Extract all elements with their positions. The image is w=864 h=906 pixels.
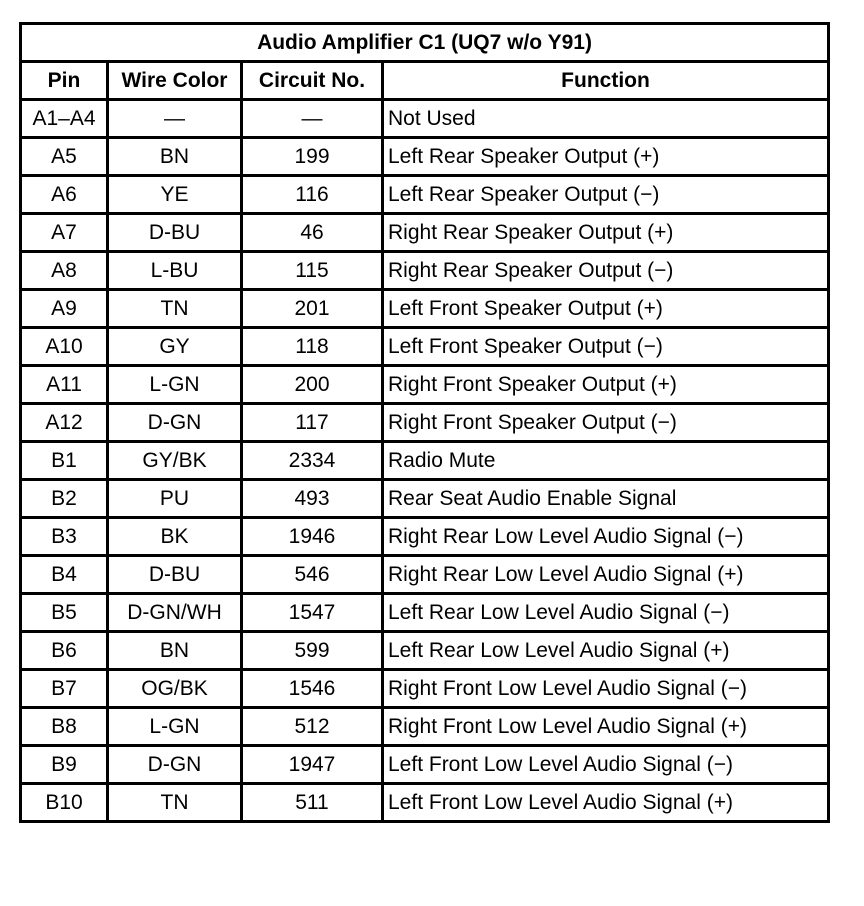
- function-cell: Right Rear Speaker Output (−): [383, 252, 829, 290]
- pin-cell: A8: [21, 252, 108, 290]
- wire-color-cell: D-BU: [108, 214, 242, 252]
- function-cell: Right Front Low Level Audio Signal (+): [383, 708, 829, 746]
- function-cell: Left Rear Low Level Audio Signal (+): [383, 632, 829, 670]
- wire-color-cell: GY: [108, 328, 242, 366]
- connector-table-container: [19, 22, 827, 823]
- pin-cell: A11: [21, 366, 108, 404]
- circuit-no-cell: 1546: [242, 670, 383, 708]
- table-row: [21, 366, 829, 404]
- wire-color-cell: OG/BK: [108, 670, 242, 708]
- circuit-no-cell: 1947: [242, 746, 383, 784]
- circuit-no-cell: 116: [242, 176, 383, 214]
- function-cell: Rear Seat Audio Enable Signal: [383, 480, 829, 518]
- pin-cell: B4: [21, 556, 108, 594]
- wire-color-cell: BK: [108, 518, 242, 556]
- table-row: [21, 214, 829, 252]
- function-cell: Radio Mute: [383, 442, 829, 480]
- function-cell: Right Rear Low Level Audio Signal (−): [383, 518, 829, 556]
- wire-color-cell: D-BU: [108, 556, 242, 594]
- table-header-row: [21, 62, 829, 100]
- function-cell: Left Front Speaker Output (−): [383, 328, 829, 366]
- table-row: [21, 746, 829, 784]
- table-row: [21, 404, 829, 442]
- circuit-no-cell: 493: [242, 480, 383, 518]
- table-row: [21, 556, 829, 594]
- wire-color-cell: L-GN: [108, 708, 242, 746]
- pin-cell: A6: [21, 176, 108, 214]
- circuit-no-cell: 46: [242, 214, 383, 252]
- wire-color-cell: GY/BK: [108, 442, 242, 480]
- wire-color-cell: TN: [108, 784, 242, 822]
- table-row: [21, 252, 829, 290]
- wire-color-cell: D-GN: [108, 404, 242, 442]
- function-cell: Right Front Speaker Output (+): [383, 366, 829, 404]
- function-cell: Left Rear Speaker Output (−): [383, 176, 829, 214]
- table-title: Audio Amplifier C1 (UQ7 w/o Y91): [21, 24, 829, 62]
- function-cell: Right Rear Low Level Audio Signal (+): [383, 556, 829, 594]
- header-pin: Pin: [21, 62, 108, 100]
- table-row: [21, 480, 829, 518]
- wire-color-cell: D-GN: [108, 746, 242, 784]
- circuit-no-cell: 199: [242, 138, 383, 176]
- connector-pinout-table: [19, 22, 830, 823]
- header-wire-color: Wire Color: [108, 62, 242, 100]
- function-cell: Right Rear Speaker Output (+): [383, 214, 829, 252]
- wire-color-cell: BN: [108, 632, 242, 670]
- wire-color-cell: D-GN/WH: [108, 594, 242, 632]
- pin-cell: B2: [21, 480, 108, 518]
- function-cell: Right Front Low Level Audio Signal (−): [383, 670, 829, 708]
- function-cell: Left Front Speaker Output (+): [383, 290, 829, 328]
- pin-cell: B8: [21, 708, 108, 746]
- table-row: [21, 138, 829, 176]
- circuit-no-cell: 1946: [242, 518, 383, 556]
- pin-cell: B6: [21, 632, 108, 670]
- pin-cell: B3: [21, 518, 108, 556]
- circuit-no-cell: 599: [242, 632, 383, 670]
- wire-color-cell: L-GN: [108, 366, 242, 404]
- pin-cell: B1: [21, 442, 108, 480]
- header-function: Function: [383, 62, 829, 100]
- pin-cell: B9: [21, 746, 108, 784]
- wire-color-cell: TN: [108, 290, 242, 328]
- table-row: [21, 784, 829, 822]
- table-row: [21, 518, 829, 556]
- circuit-no-cell: 2334: [242, 442, 383, 480]
- table-row: [21, 594, 829, 632]
- header-circuit-no: Circuit No.: [242, 62, 383, 100]
- pin-cell: B5: [21, 594, 108, 632]
- circuit-no-cell: 115: [242, 252, 383, 290]
- pin-cell: B7: [21, 670, 108, 708]
- pin-cell: A7: [21, 214, 108, 252]
- table-row: [21, 290, 829, 328]
- pin-cell: A10: [21, 328, 108, 366]
- wire-color-cell: L-BU: [108, 252, 242, 290]
- function-cell: Left Front Low Level Audio Signal (+): [383, 784, 829, 822]
- circuit-no-cell: 1547: [242, 594, 383, 632]
- table-row: [21, 442, 829, 480]
- function-cell: Right Front Speaker Output (−): [383, 404, 829, 442]
- circuit-no-cell: —: [242, 100, 383, 138]
- table-row: [21, 670, 829, 708]
- table-row: [21, 632, 829, 670]
- wire-color-cell: PU: [108, 480, 242, 518]
- wire-color-cell: YE: [108, 176, 242, 214]
- table-title-row: [21, 24, 829, 62]
- pin-cell: A5: [21, 138, 108, 176]
- table-body: [21, 100, 829, 822]
- function-cell: Not Used: [383, 100, 829, 138]
- table-row: [21, 100, 829, 138]
- pin-cell: A12: [21, 404, 108, 442]
- function-cell: Left Front Low Level Audio Signal (−): [383, 746, 829, 784]
- table-row: [21, 328, 829, 366]
- wire-color-cell: —: [108, 100, 242, 138]
- pin-cell: B10: [21, 784, 108, 822]
- circuit-no-cell: 200: [242, 366, 383, 404]
- function-cell: Left Rear Speaker Output (+): [383, 138, 829, 176]
- pin-cell: A9: [21, 290, 108, 328]
- circuit-no-cell: 511: [242, 784, 383, 822]
- function-cell: Left Rear Low Level Audio Signal (−): [383, 594, 829, 632]
- circuit-no-cell: 546: [242, 556, 383, 594]
- table-row: [21, 708, 829, 746]
- wire-color-cell: BN: [108, 138, 242, 176]
- circuit-no-cell: 512: [242, 708, 383, 746]
- table-row: [21, 176, 829, 214]
- circuit-no-cell: 117: [242, 404, 383, 442]
- circuit-no-cell: 118: [242, 328, 383, 366]
- circuit-no-cell: 201: [242, 290, 383, 328]
- pin-cell: A1–A4: [21, 100, 108, 138]
